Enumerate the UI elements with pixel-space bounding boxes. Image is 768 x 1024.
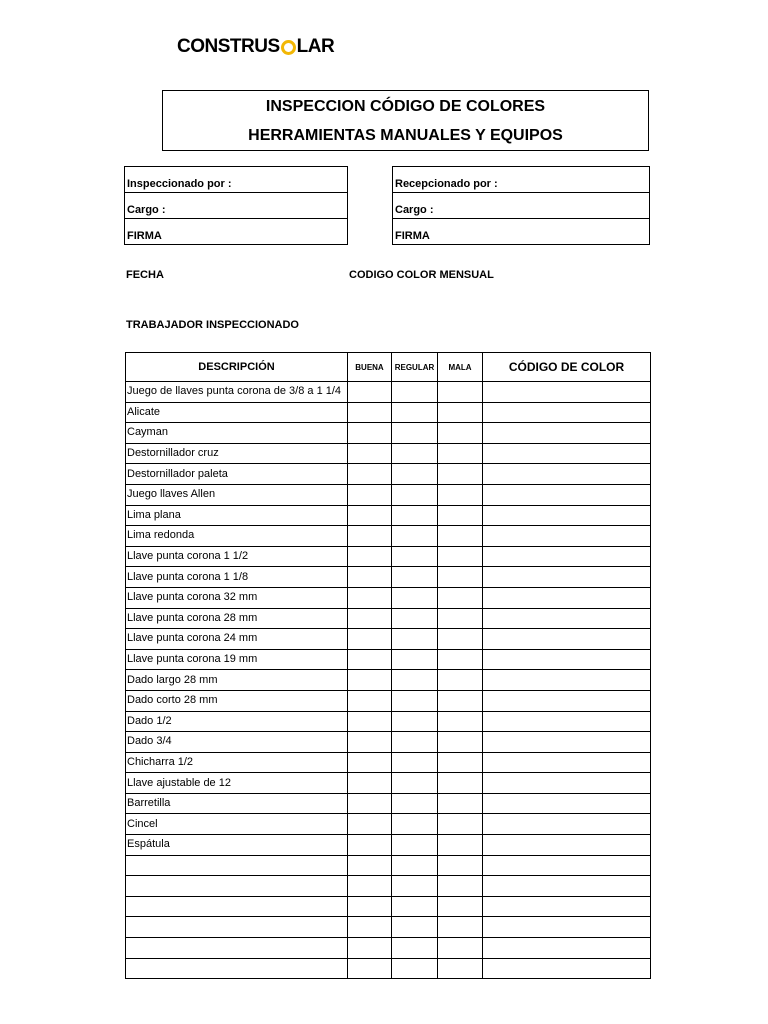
table-row [126, 505, 651, 526]
mala-cell[interactable] [438, 567, 483, 588]
buena-cell[interactable] [348, 917, 392, 938]
mala-cell[interactable] [438, 835, 483, 856]
codigo-color-cell[interactable] [483, 773, 651, 794]
buena-cell[interactable] [348, 711, 392, 732]
row-descripcion [126, 958, 348, 979]
table-row [126, 402, 651, 423]
mala-cell[interactable] [438, 443, 483, 464]
mala-cell[interactable] [438, 546, 483, 567]
regular-cell[interactable] [392, 711, 438, 732]
mala-cell[interactable] [438, 484, 483, 505]
regular-cell[interactable] [392, 423, 438, 444]
row-descripcion: Juego de llaves punta corona de 3/8 a 1 1/4 [126, 382, 348, 403]
mala-cell[interactable] [438, 526, 483, 547]
regular-cell[interactable] [392, 608, 438, 629]
inspection-table [125, 352, 651, 979]
regular-cell[interactable] [392, 484, 438, 505]
regular-cell[interactable] [392, 876, 438, 897]
recepcionado-label: Recepcionado por : [393, 167, 650, 193]
regular-cell[interactable] [392, 938, 438, 959]
codigo-color-cell[interactable] [483, 505, 651, 526]
codigo-color-cell[interactable] [483, 752, 651, 773]
table-row [126, 484, 651, 505]
logo-text-2: LAR [296, 36, 335, 57]
cargo-label-left: Cargo : [125, 193, 348, 219]
row-descripcion: Llave punta corona 1 1/8 [126, 567, 348, 588]
row-descripcion: Dado 3/4 [126, 732, 348, 753]
table-row [126, 773, 651, 794]
table-row [126, 546, 651, 567]
codigo-color-cell[interactable] [483, 649, 651, 670]
header-descripcion: DESCRIPCIÓN [126, 353, 348, 382]
mala-cell[interactable] [438, 505, 483, 526]
row-descripcion: Dado corto 28 mm [126, 690, 348, 711]
header-codigo-color: CÓDIGO DE COLOR [483, 353, 651, 382]
row-descripcion [126, 876, 348, 897]
regular-cell[interactable] [392, 814, 438, 835]
buena-cell[interactable] [348, 835, 392, 856]
header-regular: REGULAR [392, 353, 438, 382]
table-row [126, 567, 651, 588]
table-row [126, 608, 651, 629]
table-header-row [126, 353, 651, 382]
regular-cell[interactable] [392, 629, 438, 650]
buena-cell[interactable] [348, 814, 392, 835]
codigo-color-cell[interactable] [483, 587, 651, 608]
buena-cell[interactable] [348, 423, 392, 444]
regular-cell[interactable] [392, 855, 438, 876]
row-descripcion [126, 855, 348, 876]
table-row [126, 690, 651, 711]
regular-cell[interactable] [392, 732, 438, 753]
table-row [126, 855, 651, 876]
regular-cell[interactable] [392, 896, 438, 917]
regular-cell[interactable] [392, 773, 438, 794]
buena-cell[interactable] [348, 690, 392, 711]
table-row [126, 835, 651, 856]
inspector-box [124, 166, 348, 245]
regular-cell[interactable] [392, 464, 438, 485]
firma-label-right: FIRMA [395, 230, 430, 242]
codigo-color-cell[interactable] [483, 443, 651, 464]
codigo-color-cell[interactable] [483, 855, 651, 876]
regular-cell[interactable] [392, 835, 438, 856]
row-descripcion: Llave punta corona 24 mm [126, 629, 348, 650]
codigo-color-cell[interactable] [483, 464, 651, 485]
mala-cell[interactable] [438, 938, 483, 959]
row-descripcion: Dado largo 28 mm [126, 670, 348, 691]
mala-cell[interactable] [438, 608, 483, 629]
codigo-color-cell[interactable] [483, 670, 651, 691]
buena-cell[interactable] [348, 629, 392, 650]
row-descripcion: Llave ajustable de 12 [126, 773, 348, 794]
mala-cell[interactable] [438, 958, 483, 979]
buena-cell[interactable] [348, 464, 392, 485]
codigo-color-cell[interactable] [483, 938, 651, 959]
buena-cell[interactable] [348, 670, 392, 691]
codigo-color-cell[interactable] [483, 629, 651, 650]
buena-cell[interactable] [348, 855, 392, 876]
regular-cell[interactable] [392, 443, 438, 464]
mala-cell[interactable] [438, 793, 483, 814]
mala-cell[interactable] [438, 464, 483, 485]
row-descripcion: Cincel [126, 814, 348, 835]
row-descripcion: Alicate [126, 402, 348, 423]
table-row [126, 732, 651, 753]
table-row [126, 464, 651, 485]
buena-cell[interactable] [348, 938, 392, 959]
table-row [126, 752, 651, 773]
buena-cell[interactable] [348, 443, 392, 464]
mala-cell[interactable] [438, 629, 483, 650]
mala-cell[interactable] [438, 690, 483, 711]
table-row [126, 896, 651, 917]
table-row [126, 793, 651, 814]
mala-cell[interactable] [438, 732, 483, 753]
inspeccionado-label: Inspeccionado por : [125, 167, 348, 193]
regular-cell[interactable] [392, 917, 438, 938]
fecha-label: FECHA [126, 269, 164, 281]
regular-cell[interactable] [392, 690, 438, 711]
table-row [126, 382, 651, 403]
mala-cell[interactable] [438, 649, 483, 670]
codigo-color-cell[interactable] [483, 732, 651, 753]
table-row [126, 917, 651, 938]
codigo-color-cell[interactable] [483, 793, 651, 814]
cargo-label-right: Cargo : [393, 193, 650, 219]
table-row [126, 958, 651, 979]
title-box [162, 90, 649, 151]
mala-cell[interactable] [438, 382, 483, 403]
row-descripcion [126, 938, 348, 959]
row-descripcion: Lima redonda [126, 526, 348, 547]
buena-cell[interactable] [348, 773, 392, 794]
buena-cell[interactable] [348, 958, 392, 979]
mala-cell[interactable] [438, 773, 483, 794]
row-descripcion: Destornillador cruz [126, 443, 348, 464]
codigo-color-cell[interactable] [483, 711, 651, 732]
buena-cell[interactable] [348, 608, 392, 629]
table-row [126, 587, 651, 608]
table-row [126, 443, 651, 464]
logo-text-1: CONSTRUS [177, 36, 280, 57]
row-descripcion [126, 896, 348, 917]
codigo-color-cell[interactable] [483, 814, 651, 835]
row-descripcion: Juego llaves Allen [126, 484, 348, 505]
row-descripcion: Destornillador paleta [126, 464, 348, 485]
buena-cell[interactable] [348, 793, 392, 814]
codigo-color-cell[interactable] [483, 917, 651, 938]
table-row [126, 876, 651, 897]
codigo-color-cell[interactable] [483, 608, 651, 629]
regular-cell[interactable] [392, 958, 438, 979]
buena-cell[interactable] [348, 732, 392, 753]
mala-cell[interactable] [438, 402, 483, 423]
row-descripcion: Chicharra 1/2 [126, 752, 348, 773]
mala-cell[interactable] [438, 587, 483, 608]
row-descripcion: Barretilla [126, 793, 348, 814]
codigo-color-cell[interactable] [483, 835, 651, 856]
firma-label-left: FIRMA [127, 230, 162, 242]
table-row [126, 526, 651, 547]
regular-cell[interactable] [392, 587, 438, 608]
table-row [126, 423, 651, 444]
table-row [126, 670, 651, 691]
buena-cell[interactable] [348, 505, 392, 526]
table-row [126, 814, 651, 835]
receiver-box [392, 166, 650, 245]
regular-cell[interactable] [392, 649, 438, 670]
table-row [126, 938, 651, 959]
codigo-color-cell[interactable] [483, 690, 651, 711]
codigo-color-cell[interactable] [483, 958, 651, 979]
mala-cell[interactable] [438, 917, 483, 938]
header-mala: MALA [438, 353, 483, 382]
buena-cell[interactable] [348, 546, 392, 567]
row-descripcion: Espátula [126, 835, 348, 856]
regular-cell[interactable] [392, 546, 438, 567]
title-line-1: INSPECCION CÓDIGO DE COLORES [265, 98, 546, 115]
buena-cell[interactable] [348, 402, 392, 423]
mala-cell[interactable] [438, 711, 483, 732]
codigo-color-cell[interactable] [483, 546, 651, 567]
mala-cell[interactable] [438, 814, 483, 835]
header-buena: BUENA [348, 353, 392, 382]
sun-icon [281, 40, 296, 55]
buena-cell[interactable] [348, 752, 392, 773]
row-descripcion: Lima plana [126, 505, 348, 526]
mala-cell[interactable] [438, 752, 483, 773]
buena-cell[interactable] [348, 649, 392, 670]
regular-cell[interactable] [392, 670, 438, 691]
buena-cell[interactable] [348, 484, 392, 505]
table-row [126, 629, 651, 650]
regular-cell[interactable] [392, 793, 438, 814]
buena-cell[interactable] [348, 382, 392, 403]
table-row [126, 649, 651, 670]
regular-cell[interactable] [392, 382, 438, 403]
codigo-color-cell[interactable] [483, 382, 651, 403]
row-descripcion: Dado 1/2 [126, 711, 348, 732]
buena-cell[interactable] [348, 567, 392, 588]
row-descripcion: Llave punta corona 1 1/2 [126, 546, 348, 567]
codigo-color-cell[interactable] [483, 526, 651, 547]
regular-cell[interactable] [392, 505, 438, 526]
regular-cell[interactable] [392, 526, 438, 547]
codigo-color-cell[interactable] [483, 484, 651, 505]
title-line-2: HERRAMIENTAS MANUALES Y EQUIPOS [248, 127, 563, 144]
buena-cell[interactable] [348, 876, 392, 897]
row-descripcion: Llave punta corona 19 mm [126, 649, 348, 670]
buena-cell[interactable] [348, 896, 392, 917]
mala-cell[interactable] [438, 423, 483, 444]
buena-cell[interactable] [348, 526, 392, 547]
row-descripcion: Llave punta corona 32 mm [126, 587, 348, 608]
regular-cell[interactable] [392, 402, 438, 423]
codigo-color-cell[interactable] [483, 876, 651, 897]
buena-cell[interactable] [348, 587, 392, 608]
construsolar-logo [177, 36, 334, 58]
regular-cell[interactable] [392, 567, 438, 588]
trabajador-label: TRABAJADOR INSPECCIONADO [126, 319, 299, 331]
codigo-mensual-label: CODIGO COLOR MENSUAL [349, 269, 494, 281]
mala-cell[interactable] [438, 896, 483, 917]
row-descripcion: Cayman [126, 423, 348, 444]
mala-cell[interactable] [438, 670, 483, 691]
codigo-color-cell[interactable] [483, 567, 651, 588]
row-descripcion [126, 917, 348, 938]
regular-cell[interactable] [392, 752, 438, 773]
codigo-color-cell[interactable] [483, 423, 651, 444]
codigo-color-cell[interactable] [483, 896, 651, 917]
table-row [126, 711, 651, 732]
mala-cell[interactable] [438, 855, 483, 876]
codigo-color-cell[interactable] [483, 402, 651, 423]
mala-cell[interactable] [438, 876, 483, 897]
row-descripcion: Llave punta corona 28 mm [126, 608, 348, 629]
